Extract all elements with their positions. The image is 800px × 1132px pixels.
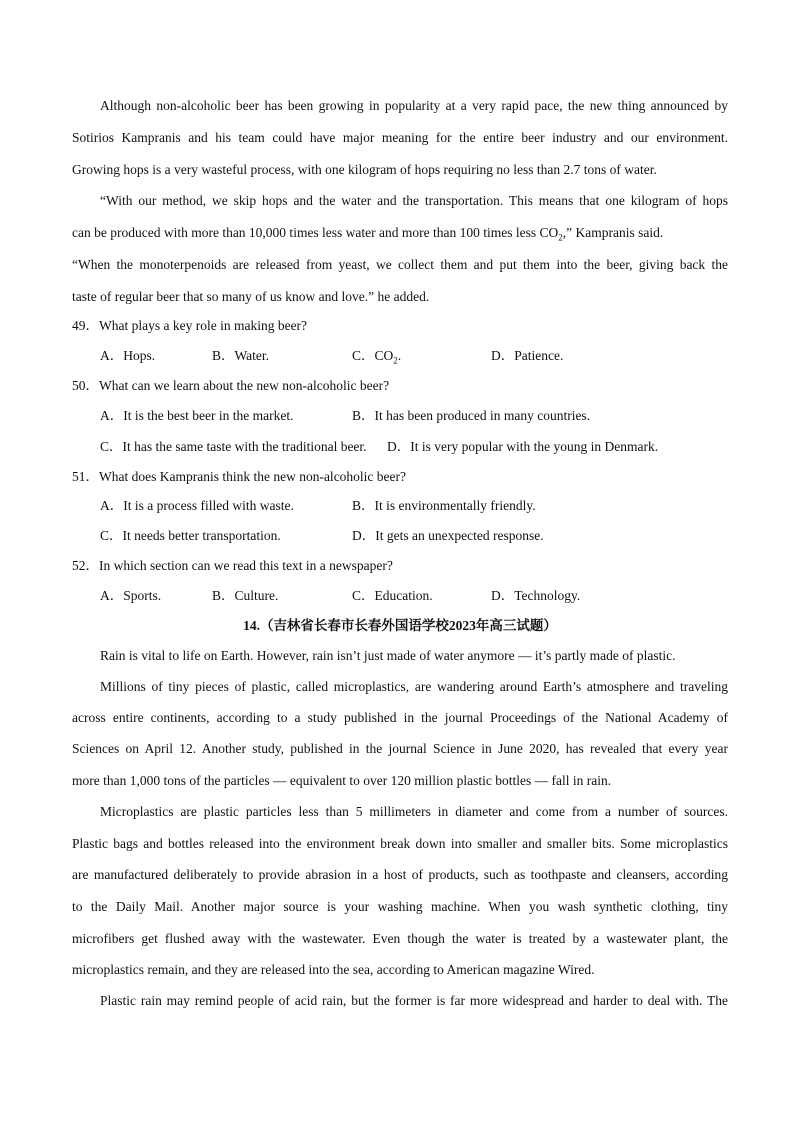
option-b: B．It has been produced in many countries.: [352, 408, 591, 423]
option-d: D．Patience.: [491, 348, 564, 363]
option-b: B．Water.: [212, 348, 270, 363]
question-stem: 49．What plays a key role in making beer?: [72, 318, 308, 333]
option-b: B．Culture.: [212, 588, 279, 603]
passage2-line: Microplastics are plastic particles less than 5 millimeters in diameter and come from a number of sources.: [100, 804, 728, 819]
option-a: A．It is the best beer in the market.: [100, 408, 294, 423]
option-a: A．Hops.: [100, 348, 156, 363]
passage1-line: “When the monoterpenoids are released from yeast, we collect them and put them into the beer, giving back the: [72, 257, 728, 272]
passage2-line: Sciences on April 12. Another study, published in the journal Science in June 2020, has revealed that every year: [72, 741, 728, 756]
section-title: 14.（吉林省长春市长春外国语学校2023年高三试题）: [243, 618, 557, 633]
option-c-text: C．CO: [352, 348, 394, 363]
option-c-subscript: 2: [393, 355, 398, 366]
option-c: C．It has the same taste with the traditional beer.: [100, 439, 367, 454]
option-a: A．Sports.: [100, 588, 162, 603]
co2-tail: ,” Kampranis said.: [562, 225, 664, 240]
passage1-line: Sotirios Kampranis and his team could have major meaning for the entire beer industry and our environment.: [72, 130, 728, 145]
option-a: A．It is a process filled with waste.: [100, 498, 294, 513]
option-c-tail: .: [397, 348, 402, 363]
option-d: D．Technology.: [491, 588, 581, 603]
question-stem: 52．In which section can we read this text in a newspaper?: [72, 558, 393, 573]
co2-text: can be produced with more than 10,000 times less water and more than 100 times less CO: [72, 225, 559, 240]
passage2-line: microfibers get flushed away with the wastewater. Even though the water is treated by a wastewater plant, the: [72, 931, 728, 946]
passage1-line: taste of regular beer that so many of us know and love.” he added.: [72, 289, 430, 304]
passage2-line: to the Daily Mail. Another major source is your washing machine. When you wash synthetic clothing, tiny: [72, 899, 728, 914]
option-c: C．It needs better transportation.: [100, 528, 281, 543]
co2-subscript: 2: [558, 232, 563, 243]
passage1-line-co2: [72, 223, 728, 243]
passage2-line: Plastic bags and bottles released into the environment break down into smaller and smaller bits. Some microplastics: [72, 836, 728, 851]
passage2-line: across entire continents, according to a study published in the journal Proceedings of the National Academy of: [72, 710, 728, 725]
option-c: C．Education.: [352, 588, 433, 603]
option-d: D．It is very popular with the young in Denmark.: [387, 439, 659, 454]
passage2-line: microplastics remain, and they are released into the sea, according to American magazine Wired.: [72, 962, 595, 977]
passage1-line: “With our method, we skip hops and the water and the transportation. This means that one kilogram of hops: [100, 193, 728, 208]
passage1-line: Growing hops is a very wasteful process, with one kilogram of hops requiring no less than 2.7 tons of water.: [72, 162, 657, 177]
question-stem: 50．What can we learn about the new non-alcoholic beer?: [72, 378, 390, 393]
passage2-line: more than 1,000 tons of the particles — equivalent to over 120 million plastic bottles — fall in rain.: [72, 773, 612, 788]
passage1-line: Although non-alcoholic beer has been growing in popularity at a very rapid pace, the new thing announced by: [100, 98, 728, 113]
option-c: [352, 346, 401, 366]
passage2-line: are manufactured deliberately to provide abrasion in a host of products, such as toothpaste and cleansers, according: [72, 867, 728, 882]
passage2-line: Plastic rain may remind people of acid rain, but the former is far more widespread and harder to deal with. The: [100, 993, 728, 1008]
passage2-line: Millions of tiny pieces of plastic, called microplastics, are wandering around Earth’s atmosphere and traveling: [100, 679, 728, 694]
option-b: B．It is environmentally friendly.: [352, 498, 536, 513]
question-stem: 51．What does Kampranis think the new non-alcoholic beer?: [72, 469, 407, 484]
option-d: D．It gets an unexpected response.: [352, 528, 544, 543]
passage2-line: Rain is vital to life on Earth. However, rain isn’t just made of water anymore — it’s partly made of plastic.: [100, 648, 676, 663]
